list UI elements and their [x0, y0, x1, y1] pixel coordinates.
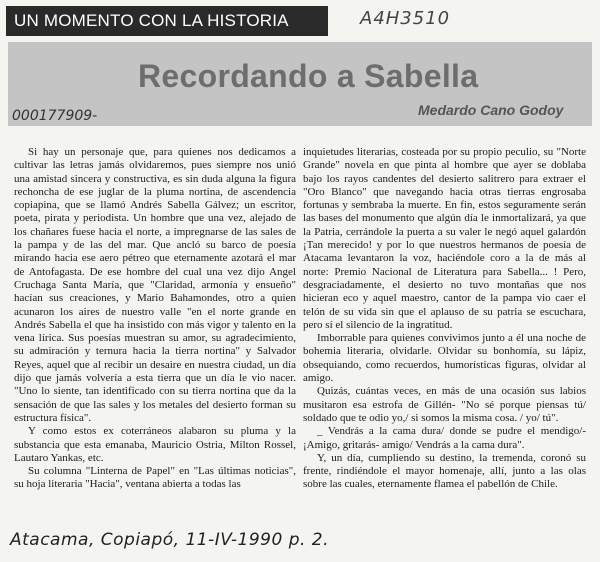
paragraph: Su columna "Linterna de Papel" en "Las últimas noticias", su hoja literaria "Hacia", ventana abierta a todas las	[14, 465, 296, 491]
paragraph: _ Vendrás a la cama dura/ donde se pudre el mendigo/- ¡Amigo, gritarás- amigo/ Vendrás a la cama dura".	[303, 425, 586, 451]
paragraph: Y como estos ex coterráneos alabaron su pluma y la substancia que esta emanaba, Mauricio Ostria, Milton Rossel, Lautaro Yankas, etc.	[14, 425, 296, 464]
handwritten-citation: Atacama, Copiapó, 11-IV-1990 p. 2.	[10, 530, 330, 550]
paragraph: Quizás, cuántas veces, en más de una ocasión sus labios musitaron esa estrofa de Gillén- "No sé porque piensas tú/ soldado que te odio yo,/ si somos la misma cosa. / yo/ tú".	[303, 385, 586, 424]
handwritten-reference: A4H3510	[360, 8, 451, 29]
article-column-left	[14, 146, 296, 531]
paragraph: inquietudes literarias, costeada por su propio peculio, su "Norte Grande" novela en que pinta al hombre que ayer se doblaba bajo los rayos candentes del desierto salitrero para extraer el "Oro Blanco" que navegando hacia otras tierras engrosaba fortunas y sembraba la muerte. En fin, estos seguramente serán las bases del monumento que algún día le inmortalizará, ya que la Patria, cerrándole la puerta a su valer le negó aquel galardón ¡Tan merecido! y por lo que nuestros hermanos de poesía de Atacama levantaron la voz, haciéndole coro a la de más al norte: Premio Nacional de Literatura para Sabella... ! Pero, desgraciadamente, el desierto no tuvo montañas que nos hicieran eco y aquel maestro, cantor de la pampa vio caer el telón de su vida sin que el aplauso de su patria se escuchara, pero sí el silencio de la ingratitud.	[303, 146, 586, 331]
paragraph: Y, un día, cumpliendo su destino, la tremenda, coronó su frente, rindiéndole el mayor homenaje, allí, junto a las olas sobre las cuales, eternamente flamea el pabellón de Chile.	[303, 451, 586, 491]
section-title: UN MOMENTO CON LA HISTORIA	[14, 11, 289, 30]
article-column-right	[303, 146, 586, 531]
paragraph: Imborrable para quienes convivimos junto a él una noche de bohemia literaria, olvidarle. Olvidar su bonhomía, su lápiz, obsequiando, como recuerdos, humorísticas figuras, olvidar al amigo.	[303, 332, 586, 385]
article-title: Recordando a Sabella	[138, 58, 479, 94]
handwritten-code: 000177909-	[12, 108, 98, 124]
paragraph: Si hay un personaje que, para quienes nos dedicamos a cultivar las letras jamás olvidaremos, pues siempre nos unió una amistad sincera y constructiva, es sin duda alguna la figura rechoncha de ese juglar de la pluma nortina, de ascendencia copiapina, que se llamó Andrés Sabella Gálvez; un escritor, poeta, pirata y periodista. Un hombre que una vez, alejado de los chañares fuese hacia el norte, a impregnarse de las sales de la pampa y de las del mar. Que ancló su barco de poesía mirando hacia ese aero pétreo que eternamente azotará el mar de Antofagasta. De ese hombre del cual una vez dijo Angel Cruchaga Santa María, que "Claridad, armonía y ensueño" hacían sus creaciones, y Mario Bahamondes, otro a quien acunaron los aires de nuestro valle "en el norte grande en Andrés Sabella el que ha insistido con más vigor y talento en la vena lírica. Sus poesías muestran su amor, su agradecimiento, su admiración y ternura hacia la tierra nortina" y Salvador Reyes, aquel que al recibir un desaire en nuestra ciudad, un día dijo que jamás volvería a esta tierra que un día le vio nacer. "Uno lo siente, tan identificado con su tierra nortina que da la sensación de que las sales y los metales del desierto forman su estructura física".	[14, 146, 296, 424]
article-author: Medardo Cano Godoy	[418, 102, 564, 118]
